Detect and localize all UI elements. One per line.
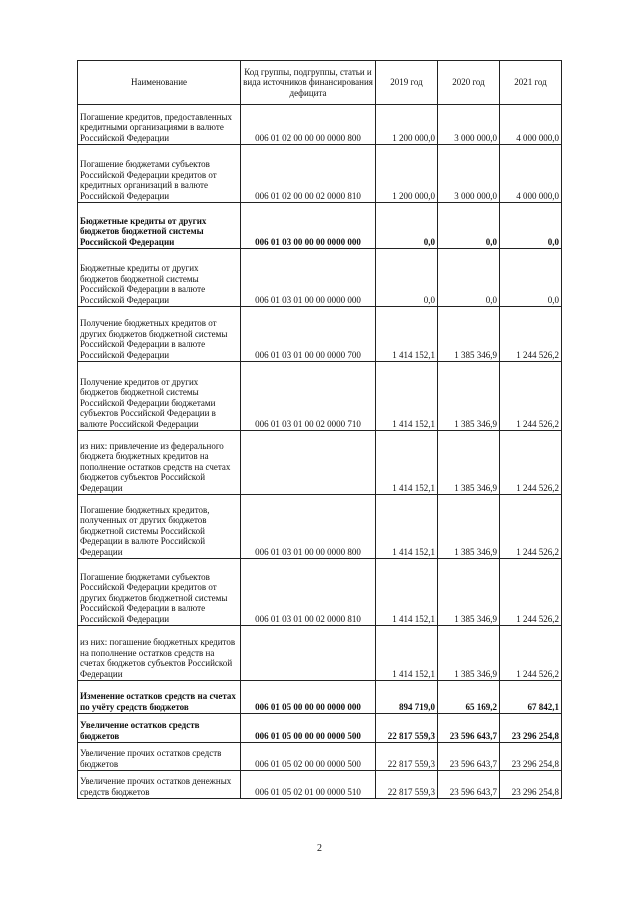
header-2019: 2019 год [376, 61, 438, 105]
row-value-2019: 1 414 152,1 [376, 431, 438, 495]
table-row [78, 771, 562, 799]
row-value-2019: 1 200 000,0 [376, 105, 438, 145]
row-name: Увеличение прочих остатков средств бюджетов [78, 743, 241, 771]
row-name: Погашение бюджетных кредитов, полученных от других бюджетов бюджетной системы Российской Федерации в валюте Российской Федерации [78, 495, 241, 559]
row-name: Получение кредитов от других бюджетов бюджетной системы Российской Федерации бюджетами субъектов Российской Федерации в валюте Российской Федерации [78, 362, 241, 431]
row-value-2021: 1 244 526,2 [500, 559, 562, 626]
row-value-2021: 0,0 [500, 249, 562, 307]
row-code: 006 01 02 00 00 02 0000 810 [241, 145, 376, 203]
row-value-2019: 1 414 152,1 [376, 626, 438, 681]
row-value-2020: 3 000 000,0 [438, 105, 500, 145]
row-name: Получение бюджетных кредитов от других бюджетов бюджетной системы Российской Федерации в валюте Российской Федерации [78, 307, 241, 362]
row-code: 006 01 02 00 00 00 0000 800 [241, 105, 376, 145]
row-name: из них: привлечение из федерального бюджета бюджетных кредитов на пополнение остатков средств на счетах бюджетов субъектов Российской Федерации [78, 431, 241, 495]
row-code: 006 01 03 01 00 00 0000 700 [241, 307, 376, 362]
row-value-2020: 1 385 346,9 [438, 307, 500, 362]
row-value-2019: 22 817 559,3 [376, 714, 438, 743]
table-row [78, 145, 562, 203]
row-value-2019: 0,0 [376, 203, 438, 249]
row-value-2021: 4 000 000,0 [500, 145, 562, 203]
row-value-2020: 23 596 643,7 [438, 743, 500, 771]
row-value-2019: 22 817 559,3 [376, 743, 438, 771]
header-2021: 2021 год [500, 61, 562, 105]
row-name: Погашение кредитов, предоставленных кредитными организациями в валюте Российской Федерации [78, 105, 241, 145]
row-value-2020: 1 385 346,9 [438, 431, 500, 495]
row-value-2020: 3 000 000,0 [438, 145, 500, 203]
table-row [78, 307, 562, 362]
row-code: 006 01 05 02 01 00 0000 510 [241, 771, 376, 799]
row-code: 006 01 03 01 00 00 0000 800 [241, 495, 376, 559]
row-value-2021: 67 842,1 [500, 681, 562, 714]
header-2020: 2020 год [438, 61, 500, 105]
table-row [78, 105, 562, 145]
row-name: Изменение остатков средств на счетах по учёту средств бюджетов [78, 681, 241, 714]
row-value-2020: 23 596 643,7 [438, 714, 500, 743]
row-value-2020: 1 385 346,9 [438, 626, 500, 681]
row-code: 006 01 05 00 00 00 0000 500 [241, 714, 376, 743]
row-value-2020: 1 385 346,9 [438, 495, 500, 559]
row-value-2019: 22 817 559,3 [376, 771, 438, 799]
row-value-2019: 1 200 000,0 [376, 145, 438, 203]
row-value-2020: 0,0 [438, 249, 500, 307]
row-code: 006 01 05 02 00 00 0000 500 [241, 743, 376, 771]
row-value-2021: 1 244 526,2 [500, 495, 562, 559]
row-value-2021: 1 244 526,2 [500, 626, 562, 681]
row-value-2021: 23 296 254,8 [500, 714, 562, 743]
row-value-2021: 1 244 526,2 [500, 307, 562, 362]
row-code: 006 01 03 01 00 02 0000 810 [241, 559, 376, 626]
row-code: 006 01 03 01 00 00 0000 000 [241, 249, 376, 307]
table-row [78, 495, 562, 559]
row-value-2019: 1 414 152,1 [376, 495, 438, 559]
row-name: Бюджетные кредиты от других бюджетов бюджетной системы Российской Федерации в валюте Российской Федерации [78, 249, 241, 307]
row-code [241, 626, 376, 681]
table-row [78, 249, 562, 307]
row-value-2021: 1 244 526,2 [500, 431, 562, 495]
row-value-2019: 1 414 152,1 [376, 559, 438, 626]
row-name: Бюджетные кредиты от других бюджетов бюджетной системы Российской Федерации [78, 203, 241, 249]
table-row [78, 431, 562, 495]
row-code: 006 01 03 01 00 02 0000 710 [241, 362, 376, 431]
row-name: Увеличение остатков средств бюджетов [78, 714, 241, 743]
row-name: Погашение бюджетами субъектов Российской Федерации кредитов от кредитных организаций в валюте Российской Федерации [78, 145, 241, 203]
header-name: Наименование [78, 61, 241, 105]
row-value-2020: 1 385 346,9 [438, 362, 500, 431]
row-value-2021: 4 000 000,0 [500, 105, 562, 145]
table-row [78, 203, 562, 249]
table-row [78, 362, 562, 431]
row-value-2019: 0,0 [376, 249, 438, 307]
row-code: 006 01 03 00 00 00 0000 000 [241, 203, 376, 249]
header-code: Код группы, подгруппы, статьи и вида источников финансирования дефицита [241, 61, 376, 105]
row-value-2021: 0,0 [500, 203, 562, 249]
table-row [78, 681, 562, 714]
table-header-row [78, 61, 562, 105]
row-code [241, 431, 376, 495]
table-row [78, 743, 562, 771]
table-row [78, 626, 562, 681]
row-value-2020: 1 385 346,9 [438, 559, 500, 626]
row-name: Погашение бюджетами субъектов Российской Федерации кредитов от других бюджетов бюджетной системы Российской Федерации в валюте Российской Федерации [78, 559, 241, 626]
row-value-2019: 1 414 152,1 [376, 362, 438, 431]
row-value-2020: 0,0 [438, 203, 500, 249]
row-value-2020: 23 596 643,7 [438, 771, 500, 799]
table-row [78, 559, 562, 626]
row-name: Увеличение прочих остатков денежных средств бюджетов [78, 771, 241, 799]
row-name: из них: погашение бюджетных кредитов на пополнение остатков средств на счетах бюджетов субъектов Российской Федерации [78, 626, 241, 681]
row-value-2021: 23 296 254,8 [500, 743, 562, 771]
table-row [78, 714, 562, 743]
row-value-2021: 1 244 526,2 [500, 362, 562, 431]
page-number: 2 [317, 843, 322, 854]
row-code: 006 01 05 00 00 00 0000 000 [241, 681, 376, 714]
financing-sources-table [77, 60, 562, 799]
row-value-2021: 23 296 254,8 [500, 771, 562, 799]
row-value-2019: 1 414 152,1 [376, 307, 438, 362]
row-value-2020: 65 169,2 [438, 681, 500, 714]
row-value-2019: 894 719,0 [376, 681, 438, 714]
